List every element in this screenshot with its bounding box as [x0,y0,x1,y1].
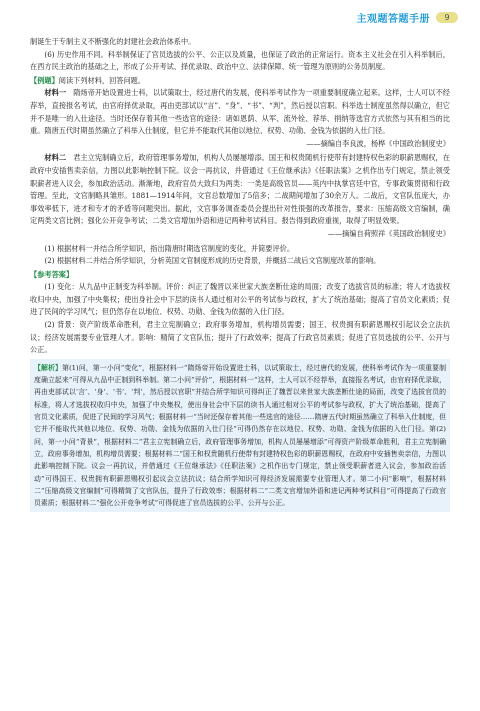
analysis-box [30,359,450,513]
material-2-title: 材料二 [44,153,67,163]
question-2: (2) 根据材料二并结合所学知识，分析英国文官制度形成的历史背景，并概括二战后文官制度改革的影响。 [44,256,381,266]
example-tag: 【例题】 [30,75,59,85]
answer-2: (2) 背景：资产阶级革命胜利，君主立宪制确立；政府事务增加，机构增员需要；国王、权贵拥有职薪恩赐权引起议会立法抗议；经济发展需要专业管理人才。影响：精简了文官队伍；提升了行政效率；提高了行政官员素质；促进了官员选拔的公平、公开与公正。 [30,320,450,355]
material-2-source: ——摘编自荷照祥《英国政治制度史》 [327,228,450,238]
page-content [30,36,450,512]
question-1: (1) 根据材料一并结合所学知识，指出隋唐时期选官制度的变化，并简要评价。 [44,243,295,253]
paragraph-6: (6) 历史作用不同。科举制保证了官员选拔的公平、公正以及质量，也保证了政治的正常运行。资本主义社会在引入科举制后，在西方民主政治的基础之上，形成了公开考试、择优录取、政治中立、法律保障、统一管理为原则的公务员制度。 [30,49,450,72]
answer-1: (1) 变化：从九品中正制变为科举制。评价：纠正了魏晋以来世家大族垄断仕途的局面；改变了选拔官员的标准；将人才选拔权收归中央，加强了中央集权；使出身社会中下层的读书人通过相对公平的考试参与政权，扩大了统治基础；提高了官员文化素质；促进了民间的学习风气；但仍然存在以地位、权势、功勋、金钱为依据的入仕门径。 [30,282,450,317]
material-2 [30,152,450,228]
handbook-title: 主观题答题手册 [356,14,430,25]
intro-line: 制诞生于专制主义不断强化的封建社会政治体系中。 [30,37,196,46]
page-number-badge: 9 [436,12,458,23]
material-1-source: ——摘编自李良波，杨桦《中国政治制度史》 [306,138,450,148]
answer-heading [30,269,450,282]
material-2-text: 君主立宪制确立后，政府管理事务增加，机构人员屡屡增添。国王和权贵随机行使带有封建特权色彩的职薪恩赐权，在政府中安插售卖亲信，力图以此影响控制下院。议会一再抗议，并借通过《王位继承法》《任职法案》之机作出专门规定，禁止领受职薪者进入议会，参加政治活动。渐渐地，政府官员大致归为两类：一类是高级官员——英内中执掌宫廷中官，专事政策贯彻和行政管理。至此，文官制略具雏形。1881—1914年间，文官总数增加了5倍多；二战期间增加了30余万人。二战后，文官队伍庞大，办事效率低下，进才和专才的矛盾等问题突出。据此，文官事务调查委员会提出针对性很强的改革报告，要求：压缩高级文官编制，确定两类文官比例；强化公开竞争考试；二类文官增加外语和进记两种考试科目。报告得到政府重视，取得了明显效果。 [30,153,450,226]
analysis-text: 第(1)问，第一小问“变化”，根据材料一“隋炀帝开始设置进士科，以试策取士，经过唐代的发展，使科举考试作为一项重要制度确立起来”可得从九品中正制到科举制。第二小问“评价”，根据材料一“这样，士人可以不经荐举，直接报名考试，由官府择优录取，再由吏部试以‘言’、‘身’、‘书’、‘判’，然后授以官职”并结合所学知识可得纠正了魏晋以来世家大族垄断仕途的局面，改变了选拔官员的标准，将人才选拔权收归中央，加强了中央集权，使出身社会中下层的读书人通过相对公平的考试参与政权，扩大了统治基础，提高了官员文化素质，促进了民间的学习风气；根据材料一“当时还保存着其他一些选官的途径……隋唐五代时期虽然确立了科举入仕制度，但它并不能取代其他以地位、权势、功勋、金钱为依据的入仕门径”可得仍然存在以地位、权势、功勋、金钱为依据的入仕门径。第(2)问，第一小问“背景”，根据材料二“君主立宪制确立后，政府管理事务增加，机构人员屡屡增添”可得资产阶级革命胜利，君主立宪制确立，政府事务增加，机构增员需要；根据材料二“国王和权贵随机行使带有封建特权色彩的职薪恩赐权，在政府中安插售卖亲信，力图以此影响控制下院。议会一再抗议，并借通过《王位继承法》《任职法案》之机作出专门规定，禁止领受职薪者进入议会，参加政治活动”可得国王、权贵拥有职薪恩赐权引起议会立法抗议；结合所学知识可得经济发展需要专业管理人才。第二小问“影响”，根据材料二“压缩高级文官编制”可得精简了文官队伍，提升了行政效率；根据材料二“二类文官增加外语和进记两种考试科目”可得提高了行政官员素质；根据材料二“强化公开竞争考试”可得促进了官员选拔的公平、公开与公正。 [34,363,447,508]
material-1-title: 材料一 [44,88,67,98]
analysis-tag: 【解析】 [34,363,62,372]
material-1 [30,87,450,137]
answer-tag: 【参考答案】 [30,269,74,279]
page-header [357,10,459,25]
example-heading [30,75,450,88]
example-prompt: 阅读下列材料，回答问题。 [58,75,146,85]
material-1-text: 隋炀帝开始设置进士科，以试策取士，经过唐代的发展，使科举考试作为一项重要制度确立起来。这样，士人可以不经荐举，直接报名考试，由官府择优录取，再由吏部试以“言”、“身”、“书”、“判”，然后授以官职。科举选士制度虽然得以确立，但它并不是唯一的入仕途径。当时还保存着其他一些选官的途径：诸如恩荫、从军、流外铨、荐举、捐纳等选官方式依然与其有相当的比重。隋唐五代时期虽然确立了科举入仕制度，但它并不能取代其他以地位、权势、功勋、金钱为依据的入仕门径。 [30,88,450,136]
